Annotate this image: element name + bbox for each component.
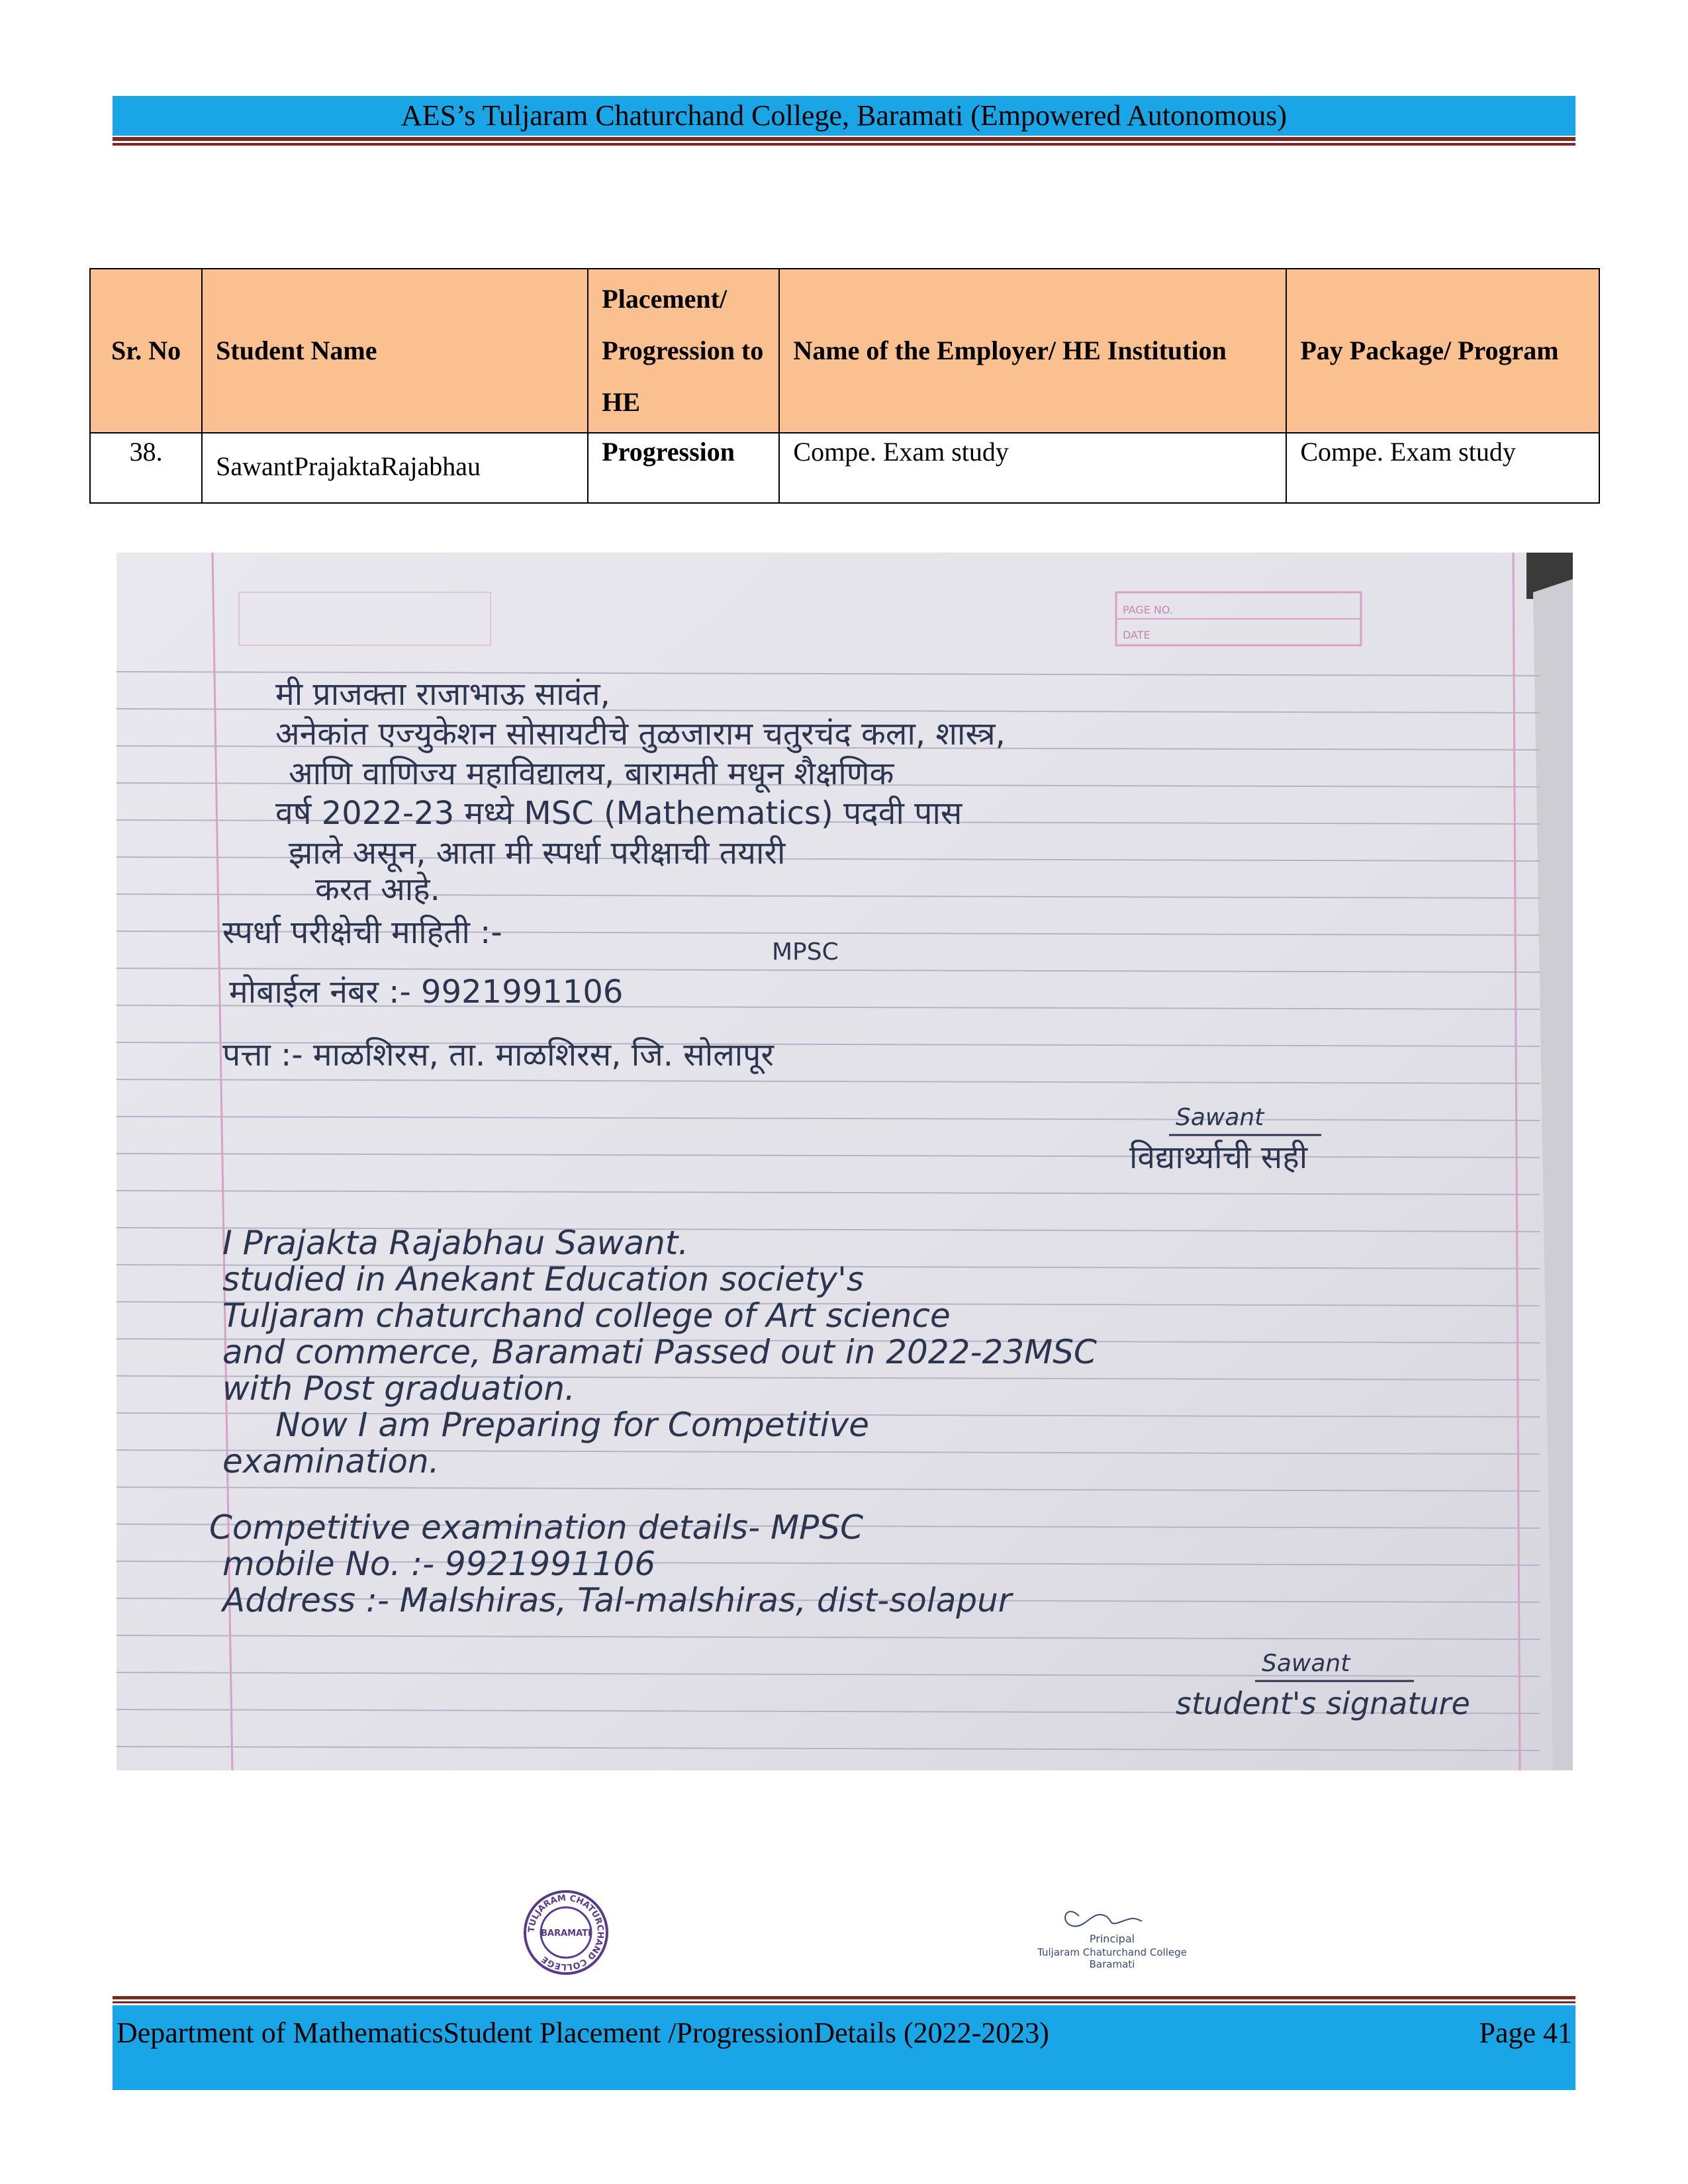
english-mobile: mobile No. :- 9921991106 <box>222 1545 656 1583</box>
marathi-signature-label: विद्यार्थ्याची सही <box>1129 1139 1308 1176</box>
header-band <box>113 96 1575 136</box>
college-seal-icon <box>523 1889 609 1976</box>
page-number: Page 41 <box>1479 2017 1572 2049</box>
seal-center-text: BARAMATI <box>541 1929 591 1938</box>
english-signature-label: student's signature <box>1176 1686 1470 1721</box>
english-line: Tuljaram chaturchand college of Art science <box>222 1297 951 1335</box>
english-line: with Post graduation. <box>222 1369 575 1408</box>
principal-college: Tuljaram Chaturchand College <box>1037 1946 1187 1958</box>
marathi-line: वर्ष 2022-23 मध्ये MSC (Mathematics) पदवी पास <box>275 795 962 832</box>
header-rule <box>113 137 1575 141</box>
cell-sr-no: 38. <box>90 433 202 503</box>
header-sr-no: Sr. No <box>90 269 202 433</box>
date-label: DATE <box>1123 629 1150 641</box>
header-employer: Name of the Employer/ HE Institution <box>779 269 1286 433</box>
header-pay: Pay Package/ Program <box>1286 269 1599 433</box>
college-title: AES’s Tuljaram Chaturchand College, Baramati (Empowered Autonomous) <box>400 99 1288 132</box>
notebook-photo <box>117 553 1573 1770</box>
signature-scribble-icon <box>1065 1911 1142 1926</box>
marathi-line: मी प्राजक्ता राजाभाऊ सावंत, <box>275 676 610 713</box>
english-line: Now I am Preparing for Competitive <box>275 1406 869 1444</box>
placement-table <box>89 268 1600 504</box>
english-signature: Sawant <box>1262 1650 1350 1677</box>
marathi-address: पत्ता :- माळशिरस, ता. माळशिरस, जि. सोलापूर <box>222 1036 774 1073</box>
english-line: studied in Anekant Education society's <box>222 1260 864 1298</box>
footer-rule <box>113 1996 1575 1999</box>
footer-rule-thin <box>113 2001 1575 2003</box>
cell-pay: Compe. Exam study <box>1286 433 1599 503</box>
english-line: and commerce, Baramati Passed out in 2022-23MSC <box>222 1333 1097 1371</box>
english-exam: Competitive examination details- MPSC <box>209 1508 863 1547</box>
notebook-page <box>117 553 1573 1770</box>
english-address: Address :- Malshiras, Tal-malshiras, dist-solapur <box>222 1581 1012 1619</box>
english-line: I Prajakta Rajabhau Sawant. <box>222 1224 689 1262</box>
marathi-line: करत आहे. <box>315 871 440 908</box>
principal-signature <box>1013 1896 1211 1976</box>
marathi-exam-value: MPSC <box>772 938 839 966</box>
page-no-label: PAGE NO. <box>1123 604 1173 616</box>
footer-department: Department of MathematicsStudent Placement /ProgressionDetails (2022-2023) <box>117 2017 1049 2049</box>
english-line: examination. <box>222 1442 440 1480</box>
cell-placement: Progression <box>588 433 779 503</box>
seal-text: TULJARAM CHATURCHAND COLLEGE <box>526 1893 606 1972</box>
marathi-line: आणि वाणिज्य महाविद्यालय, बारामती मधून शैक्षणिक <box>289 755 894 792</box>
marathi-mobile: मोबाईल नंबर :- 9921991106 <box>229 974 624 1011</box>
marathi-signature: Sawant <box>1176 1104 1264 1131</box>
header-rule-thin <box>113 143 1575 146</box>
principal-title: Principal <box>1089 1933 1135 1945</box>
table-row <box>90 433 1599 503</box>
cell-student-name: SawantPrajaktaRajabhau <box>202 433 588 503</box>
header-placement: Placement/ Progression to HE <box>588 269 779 433</box>
marathi-exam-label: स्पर्धा परीक्षेची माहिती :- <box>222 914 502 951</box>
marathi-line: झाले असून, आता मी स्पर्धा परीक्षाची तयारी <box>289 835 786 872</box>
table-header-row <box>90 269 1599 433</box>
marathi-line: अनेकांत एज्युकेशन सोसायटीचे तुळजाराम चतुरचंद कला, शास्त्र, <box>275 715 1006 752</box>
header-student-name: Student Name <box>202 269 588 433</box>
principal-place: Baramati <box>1089 1958 1135 1970</box>
cell-employer: Compe. Exam study <box>779 433 1286 503</box>
